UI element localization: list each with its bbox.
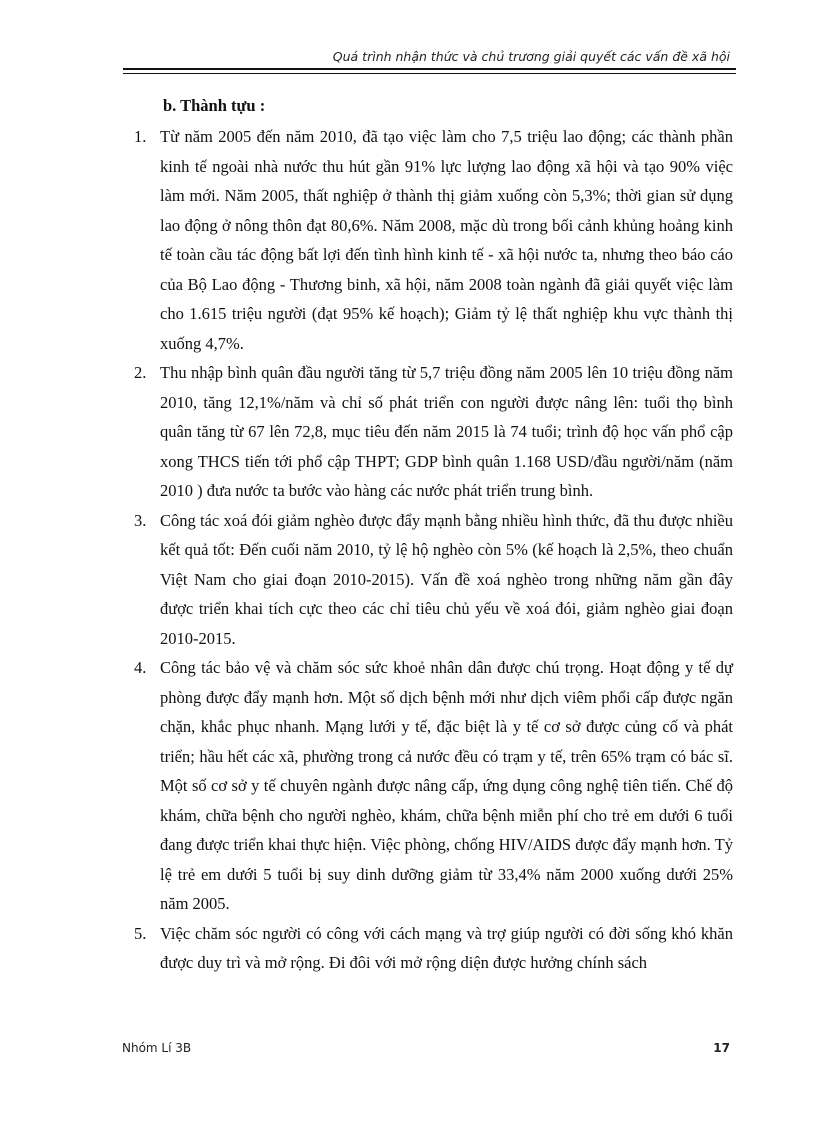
list-item <box>123 919 733 978</box>
list-item-text: Thu nhập bình quân đầu người tăng từ 5,7 triệu đồng năm 2005 lên 10 triệu đồng năm 2010, tăng 12,1%/năm và chỉ số phát triển con người được nâng lên: tuổi thọ bình quân tăng từ 67 lên 72,8, mục tiêu đến năm 2015 là 74 tuổi; trình độ học vấn phổ cập xong THCS tiến tới phổ cập THPT; GDP bình quân 1.168 USD/đầu người/năm (năm 2010 ) đưa nước ta bước vào hàng các nước phát triển trung bình. <box>160 363 733 500</box>
achievements-list <box>123 122 733 978</box>
list-item-number: 2. <box>134 363 147 382</box>
section-heading: b. Thành tựu : <box>163 96 266 115</box>
running-header-title: Quá trình nhận thức và chủ trương giải quyết các vấn đề xã hội <box>332 49 730 64</box>
list-item-text: Từ năm 2005 đến năm 2010, đã tạo việc làm cho 7,5 triệu lao động; các thành phần kinh tế ngoài nhà nước thu hút gần 91% lực lượng lao động xã hội và tạo 90% việc làm mới. Năm 2005, thất nghiệp ở thành thị giảm xuống còn 5,3%; thời gian sử dụng lao động ở nông thôn đạt 80,6%. Năm 2008, mặc dù trong bối cảnh khủng hoảng kinh tế toàn cầu tác động bất lợi đến tình hình kinh tế - xã hội nước ta, nhưng theo báo cáo của Bộ Lao động - Thương binh, xã hội, năm 2008 toàn ngành đã giải quyết việc làm cho 1.615 triệu người (đạt 95% kế hoạch); Giảm tỷ lệ thất nghiệp khu vực thành thị xuống 4,7%. <box>160 127 733 353</box>
list-item-number: 1. <box>134 127 147 146</box>
list-item-text: Công tác xoá đói giảm nghèo được đẩy mạnh bằng nhiều hình thức, đã thu được nhiều kết quả tốt: Đến cuối năm 2010, tỷ lệ hộ nghèo còn 5% (kế hoạch là 2,5%, theo chuẩn Việt Nam cho giai đoạn 2010-2015). Vấn đề xoá nghèo trong những năm gần đây được triển khai tích cực theo các chỉ tiêu chủ yếu về xoá đói, giảm nghèo giai đoạn 2010-2015. <box>160 510 733 648</box>
list-item <box>123 506 733 654</box>
header-rule <box>123 68 736 70</box>
list-item <box>123 653 733 919</box>
list-item-number: 3. <box>134 510 147 530</box>
header-rule-secondary <box>123 73 736 74</box>
list-item-number: 4. <box>134 658 147 677</box>
footer-group-name: Nhóm Lí 3B <box>122 1041 192 1055</box>
list-item <box>123 358 733 506</box>
page-number: 17 <box>713 1041 730 1055</box>
list-item-number: 5. <box>134 923 147 943</box>
list-item-text: Việc chăm sóc người có công với cách mạng và trợ giúp người có đời sống khó khăn được duy trì và mở rộng. Đi đôi với mở rộng diện được hưởng chính sách <box>160 923 733 972</box>
list-item-text: Công tác bảo vệ và chăm sóc sức khoẻ nhân dân được chú trọng. Hoạt động y tế dự phòng được đẩy mạnh hơn. Một số dịch bệnh mới như dịch viêm phổi cấp được ngăn chặn, khắc phục nhanh. Mạng lưới y tế, đặc biệt là y tế cơ sở được củng cố và phát triển; hầu hết các xã, phường trong cả nước đều có trạm y tế, trên 65% trạm có bác sĩ. Một số cơ sở y tế chuyên ngành được nâng cấp, ứng dụng công nghệ tiên tiến. Chế độ khám, chữa bệnh cho người nghèo, khám, chữa bệnh miễn phí cho trẻ em dưới 6 tuổi đang được triển khai thực hiện. Việc phòng, chống HIV/AIDS được đẩy mạnh hơn. Tỷ lệ trẻ em dưới 5 tuổi bị suy dinh dưỡng giảm từ 33,4% năm 2000 xuống dưới 25% năm 2005. <box>160 658 733 913</box>
list-item <box>123 122 733 358</box>
